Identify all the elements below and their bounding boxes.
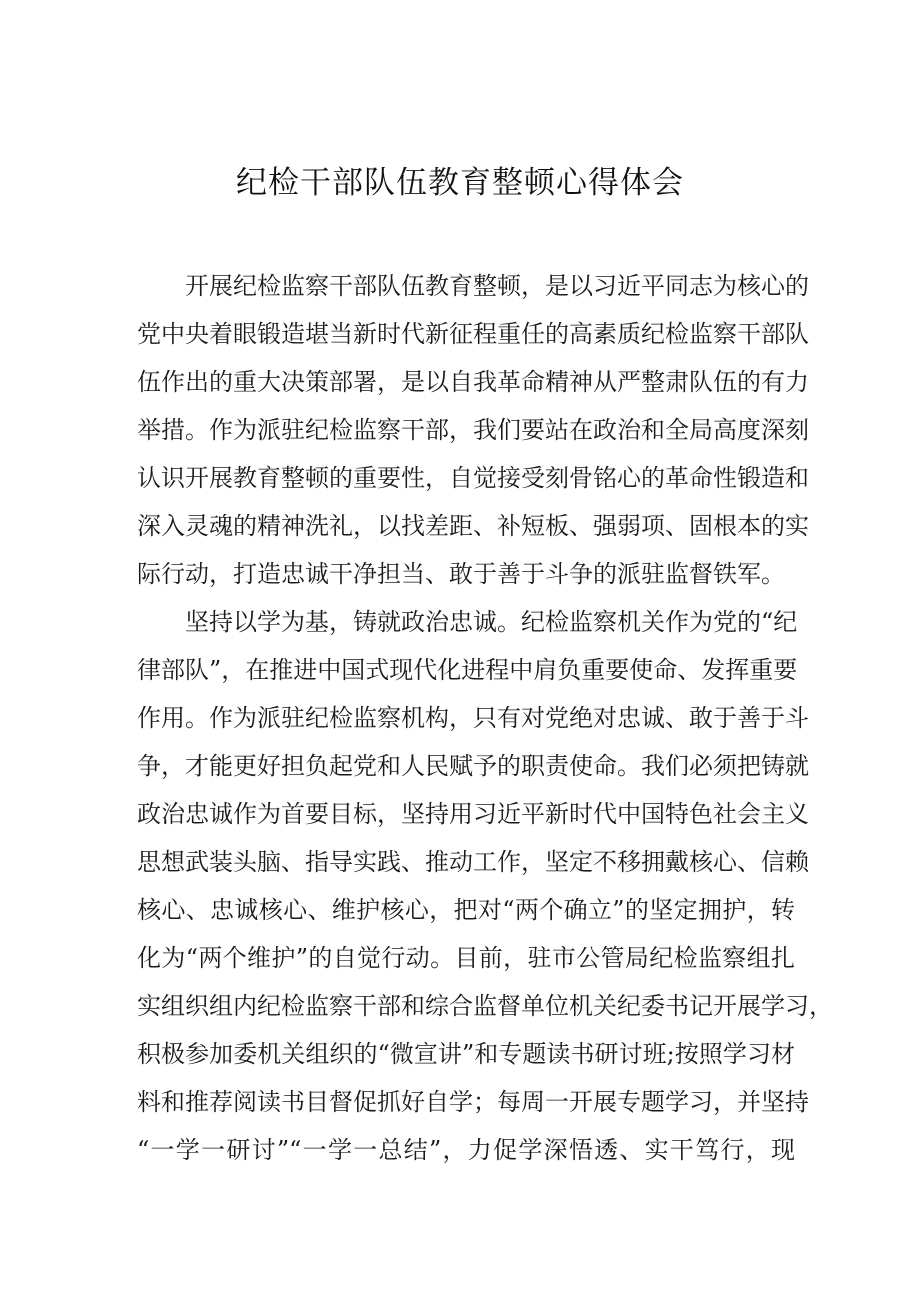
paragraph-1-line-6: 深入灵魂的精神洗礼，以找差距、补短板、强弱项、固根本的实: [137, 512, 809, 540]
paragraph-2-line-4: 争，才能更好担负起党和人民赋予的职责使命。我们必须把铸就: [137, 752, 809, 780]
paragraph-2-line-9: 实组织组内纪检监察干部和综合监督单位机关纪委书记开展学习，: [137, 992, 833, 1020]
document-title: 纪检干部队伍教育整顿心得体会: [236, 165, 684, 201]
paragraph-2-line-8: 化为“两个维护”的自觉行动。目前，驻市公管局纪检监察组扎: [137, 944, 795, 972]
paragraph-1-line-2: 党中央着眼锻造堪当新时代新征程重任的高素质纪检监察干部队: [137, 320, 809, 348]
paragraph-2-line-12: “一学一研讨”“一学一总结”，力促学深悟透、实干笃行，现: [137, 1136, 795, 1164]
paragraph-1-line-4: 举措。作为派驻纪检监察干部，我们要站在政治和全局高度深刻: [137, 416, 809, 444]
paragraph-2-line-1: 坚持以学为基，铸就政治忠诚。纪检监察机关作为党的“纪: [185, 608, 798, 636]
paragraph-2-line-3: 作用。作为派驻纪检监察机构，只有对党绝对忠诚、敢于善于斗: [137, 704, 809, 732]
paragraph-1-line-3: 伍作出的重大决策部署，是以自我革命精神从严整肃队伍的有力: [137, 368, 809, 396]
paragraph-2-line-5: 政治忠诚作为首要目标，坚持用习近平新时代中国特色社会主义: [137, 800, 809, 828]
paragraph-1-line-1: 开展纪检监察干部队伍教育整顿，是以习近平同志为核心的: [185, 272, 809, 300]
paragraph-2-line-6: 思想武装头脑、指导实践、推动工作，坚定不移拥戴核心、信赖: [137, 848, 809, 876]
paragraph-2-line-7: 核心、忠诚核心、维护核心，把对“两个确立”的坚定拥护，转: [137, 896, 795, 924]
paragraph-2-line-11: 料和推荐阅读书目督促抓好自学；每周一开展专题学习，并坚持: [137, 1088, 809, 1116]
paragraph-1-line-5: 认识开展教育整顿的重要性，自觉接受刻骨铭心的革命性锻造和: [137, 464, 809, 492]
paragraph-2-line-2: 律部队”，在推进中国式现代化进程中肩负重要使命、发挥重要: [137, 656, 798, 684]
paragraph-1-line-7: 际行动，打造忠诚干净担当、敢于善于斗争的派驻监督铁军。: [137, 560, 785, 588]
paragraph-2-line-10: 积极参加委机关组织的“微宣讲”和专题读书研讨班;按照学习材: [137, 1040, 795, 1068]
